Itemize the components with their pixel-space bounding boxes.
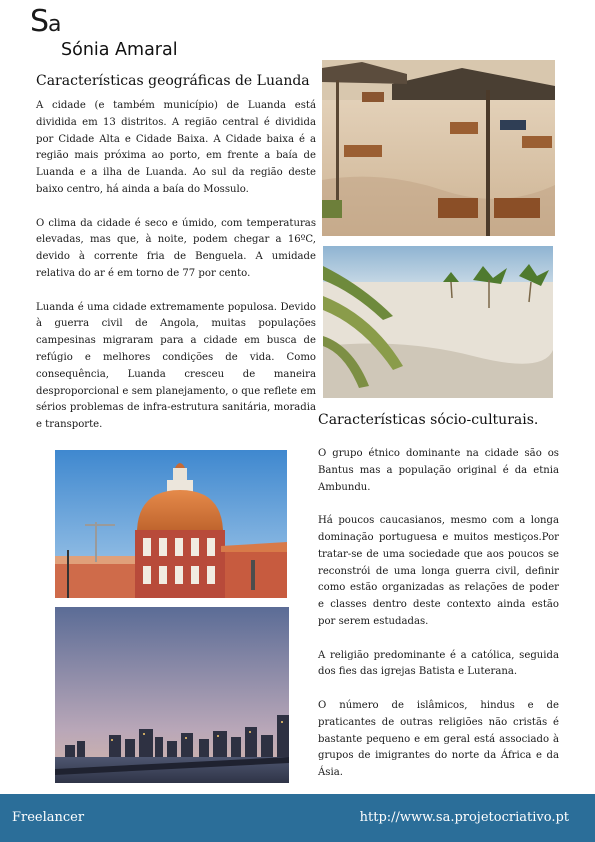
geo-heading: Características geográficas de Luanda: [36, 73, 310, 89]
footer-freelancer-label: Freelancer: [12, 810, 85, 825]
socio-paragraph-3: A religião predominante é a católica, seguida dos fies das igrejas Batista e Luterana.: [318, 649, 559, 678]
geo-paragraph-1: A cidade (e também município) de Luanda está dividida em 13 distritos. A região central é dividida por Cidade Alta e Cidade Baixa. A Cidade baixa é a região mais próxima ao porto, em frente a baía de Luanda e a ilha de Luanda. Ao sul da região deste baixo centro, há ainda a baía do Mossulo.: [36, 100, 316, 195]
monogram-s: S: [30, 4, 49, 39]
socio-paragraph-1: O grupo étnico dominante na cidade são os Bantus mas a população original é da etnia Ambundu.: [318, 448, 559, 493]
brand-monogram: [30, 4, 61, 43]
socio-heading: Características sócio-culturais.: [318, 412, 539, 428]
footer-bar: [0, 794, 595, 842]
brand-name: Sónia Amaral: [61, 40, 178, 60]
socio-paragraph-2: Há poucos caucasianos, mesmo com a longa dominação portuguesa e muitos mestiços.Por tratar-se de uma sociedade que aos poucos se reconstrói de uma longa guerra civil, definir como estão organizadas as relações de poder e classes dentro deste contexto ainda estão por serem estudadas.: [318, 515, 559, 627]
beach-umbrellas-photo: [322, 60, 555, 236]
geo-paragraph-3: Luanda é uma cidade extremamente populosa. Devido à guerra civil de Angola, muitas populações campesinas migraram para a cidade em busca de refúgio e melhores condições de vida. Como consequência, Luanda cresceu de maneira desproporcional e sem planejamento, o que reflete em sérios problemas de infra-estrutura sanitária, moradia e transporte.: [36, 301, 316, 431]
footer-website-link[interactable]: http://www.sa.projetocriativo.pt: [359, 810, 569, 825]
socio-text: [318, 446, 559, 782]
palm-beach-photo: [323, 246, 553, 398]
socio-paragraph-4: O número de islâmicos, hindus e de praticantes de outras religiões não cristãs é bastante pequeno e em geral está associado à grupos de imigrantes do norte da África e da Ásia.: [318, 699, 559, 779]
domed-building-photo: [55, 450, 287, 598]
city-skyline-photo: [55, 607, 289, 783]
monogram-a: a: [48, 12, 61, 37]
geo-text: [36, 98, 316, 434]
geo-paragraph-2: O clima da cidade é seco e úmido, com temperaturas elevadas, mas que, à noite, podem chegar a 16ºC, devido à corrente fria de Benguela. A umidade relativa do ar é em torno de 77 por cento.: [36, 217, 316, 279]
brand-logo: [30, 4, 200, 60]
